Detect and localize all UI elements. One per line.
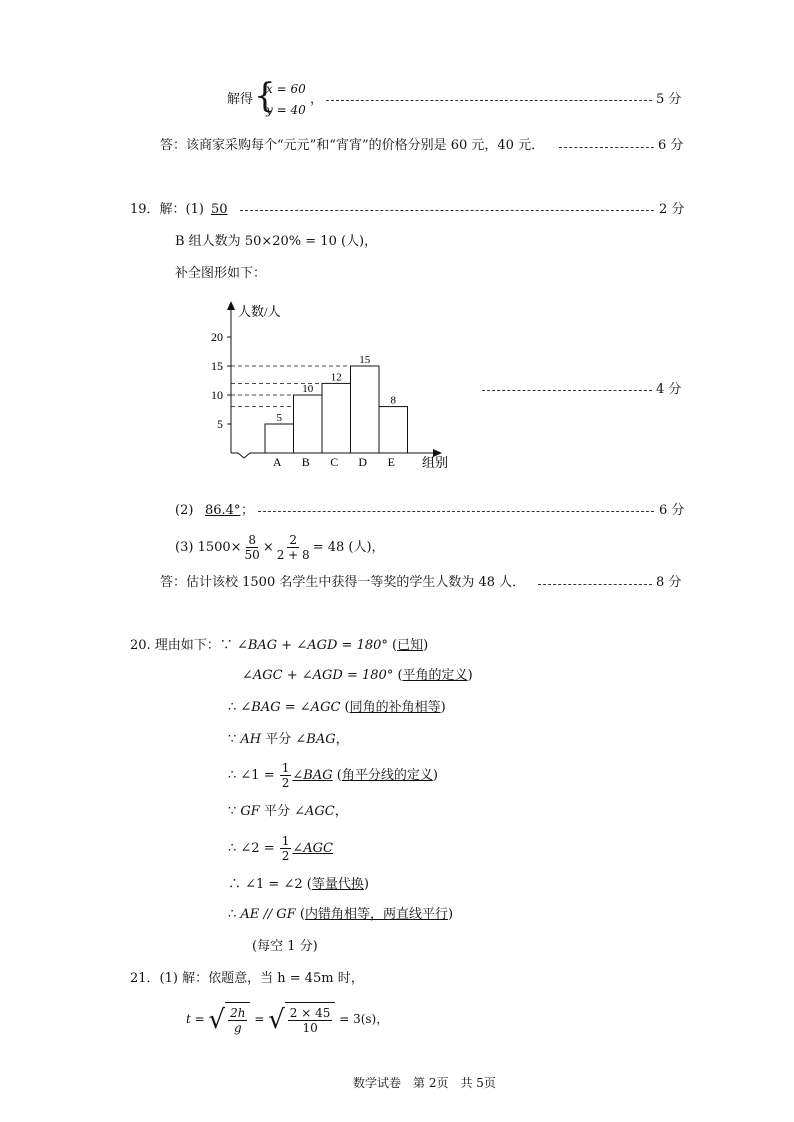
system-brace: { <box>254 76 276 116</box>
fraction-2-10: $\frac{2}{2 + 8}$ <box>276 533 310 562</box>
times-sign: × <box>262 540 274 555</box>
q20-line-3: ∴ ∠BAG = ∠AGC (同角的补角相等) <box>228 700 446 715</box>
score-label: 6 分 <box>658 138 684 153</box>
q20-line-5: ∴ ∠1 = $\frac{1}{2}$ ∠BAG (角平分线的定义) <box>228 761 438 790</box>
solve-label: 解得 <box>227 92 254 107</box>
bar-value-label: 5 <box>276 412 282 424</box>
blank: 等量代换 <box>311 877 364 892</box>
q20-line-9: ∴ AE // GF (内错角相等，两直线平行) <box>228 907 454 922</box>
x-tick-label: B <box>301 455 310 469</box>
q20-line-2: ∠AGC + ∠AGD = 180° (平角的定义) <box>242 668 473 683</box>
equation-y: y = 40 <box>266 103 306 117</box>
y-tick-label: 5 <box>217 417 223 431</box>
blank: 同角的补角相等 <box>349 700 441 715</box>
blank: 已知 <box>397 638 424 653</box>
x-tick-label: C <box>330 455 339 469</box>
blank: 角平分线的定义 <box>341 768 433 783</box>
blank: 内错角相等，两直线平行 <box>304 907 448 922</box>
x-tick-label: A <box>272 455 282 469</box>
bar-value-label: 8 <box>390 394 396 407</box>
score-leader <box>482 390 652 391</box>
bar-E <box>379 407 408 453</box>
q20-line-8: ∴ ∠1 = ∠2 (等量代换) <box>228 877 369 892</box>
bar-chart <box>200 298 460 478</box>
q20-line-6: ∵ GF 平分 ∠AGC， <box>228 804 348 819</box>
expr-a: 1500× <box>197 540 242 555</box>
answer-blank-2: 86.4° <box>205 503 241 518</box>
comma: ， <box>310 92 324 107</box>
answer-text: 答：估计该校 1500 名学生中获得一等奖的学生人数为 48 人． <box>160 575 526 590</box>
answer-blank-1: 50 <box>211 202 228 217</box>
part-3-label: (3) <box>175 540 194 555</box>
blank: ∠BAG <box>292 768 333 783</box>
fraction-half: $\frac{1}{2}$ <box>281 761 290 790</box>
chart-x-labels <box>273 455 395 469</box>
blank: 平角的定义 <box>402 668 468 683</box>
y-tick-label: 10 <box>211 388 223 402</box>
b-group-count: B 组人数为 50×20% = 10 (人)， <box>175 234 378 249</box>
bar-value-label: 12 <box>330 371 342 384</box>
page-footer: 数学试卷 第 2页 共 5页 <box>353 1076 496 1090</box>
question-19-head: 19．解：(1) <box>130 202 204 217</box>
fraction-half: $\frac{1}{2}$ <box>281 834 290 863</box>
score-label: 4 分 <box>656 382 682 397</box>
blank: ∠AGC <box>292 841 333 856</box>
scoring-note: (每空 1 分) <box>252 939 318 954</box>
score-label: 6 分 <box>659 503 685 518</box>
chart-y-ticks <box>211 330 231 431</box>
separator: ； <box>241 503 255 518</box>
y-tick-label: 20 <box>211 330 223 344</box>
q21-formula: t = √ $\frac{2h}{g}$ = √ $\frac{2 \times 45}{10}$ = 3(s)， <box>186 1002 388 1037</box>
score-leader <box>559 147 654 148</box>
bar-value-label: 10 <box>302 383 314 395</box>
q20-line-7: ∴ ∠2 = $\frac{1}{2}$ ∠AGC <box>228 834 333 863</box>
x-tick-label: E <box>387 455 395 469</box>
fraction-8-50: $\frac{8}{50}$ <box>244 533 260 562</box>
sqrt-2h-over-g: √ $\frac{2h}{g}$ <box>209 1002 251 1037</box>
bar-value-label: 15 <box>359 354 371 366</box>
bar-B <box>294 395 323 453</box>
sqrt-2x45-over-10: √ $\frac{2 \times 45}{10}$ <box>268 1002 335 1037</box>
part-3-expression <box>175 532 385 564</box>
score-label: 5 分 <box>656 92 682 107</box>
bar-C <box>322 383 351 453</box>
y-axis-label: 人数/人 <box>238 304 281 319</box>
bar-A <box>265 424 294 453</box>
y-axis-arrow <box>227 301 235 310</box>
complete-figure-text: 补全图形如下： <box>175 266 267 281</box>
score-leader <box>240 210 654 211</box>
y-tick-label: 15 <box>211 359 223 373</box>
bar-D <box>351 366 380 453</box>
part-2-label: (2) <box>175 503 194 518</box>
x-axis-label: 组别 <box>422 455 449 470</box>
equation-x: x = 60 <box>266 82 306 96</box>
q20-line-4: ∵ AH 平分 ∠BAG， <box>228 732 349 747</box>
score-leader <box>326 100 652 101</box>
score-label: 8 分 <box>656 575 682 590</box>
score-label: 2 分 <box>659 202 685 217</box>
score-leader <box>258 511 654 512</box>
score-leader <box>538 584 652 585</box>
expr-b: = 48 (人)， <box>312 540 385 555</box>
answer-text: 答：该商家采购每个“元元”和“宵宵”的价格分别是 60 元，40 元． <box>160 138 545 153</box>
q20-line-1: 20. 理由如下：∵ ∠BAG + ∠AGD = 180° (已知) <box>130 638 429 653</box>
x-tick-label: D <box>358 455 368 469</box>
question-21-head: 21．(1) 解：依题意，当 h = 45m 时， <box>130 971 364 986</box>
